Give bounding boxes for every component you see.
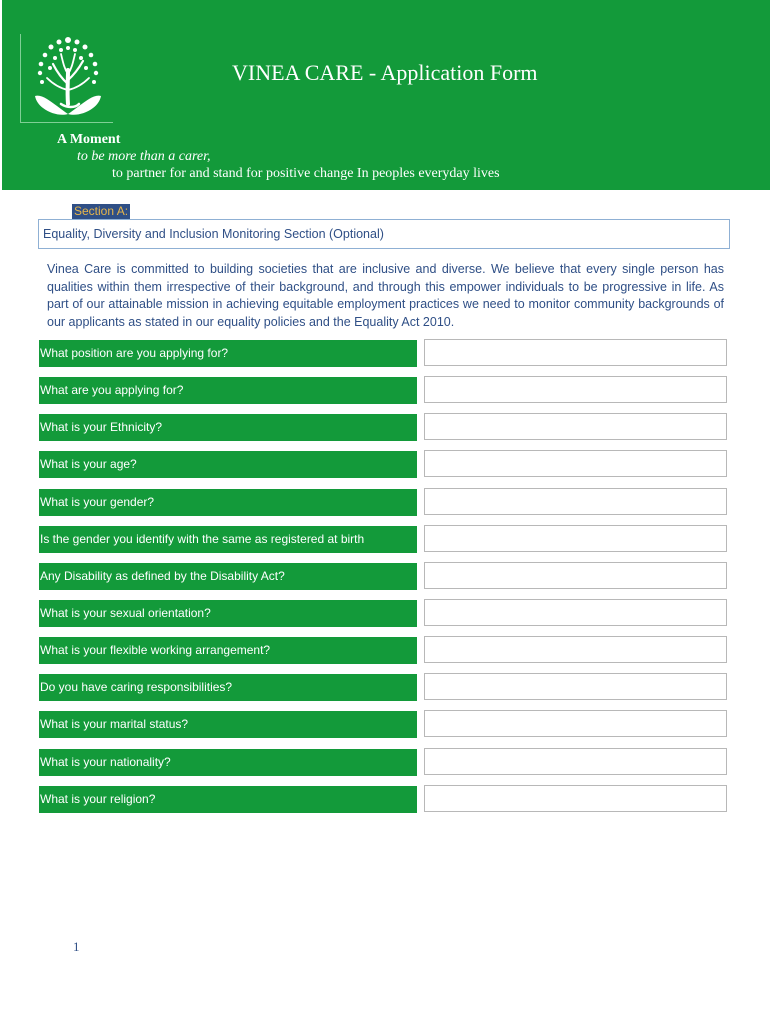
answer-field-disability[interactable] — [424, 562, 727, 589]
question-label: Any Disability as defined by the Disability Act? — [39, 563, 417, 590]
answer-field-age[interactable] — [424, 450, 727, 477]
page-number: 1 — [73, 939, 80, 954]
answer-field-gender-at-birth[interactable] — [424, 525, 727, 552]
question-label: What is your religion? — [39, 786, 417, 813]
question-label: What is your gender? — [39, 489, 417, 516]
answer-field-marital-status[interactable] — [424, 710, 727, 737]
tagline-line-1: to be more than a carer, — [77, 149, 211, 164]
question-label: What is your age? — [39, 451, 417, 478]
question-label: What is your nationality? — [39, 749, 417, 776]
question-label: What is your Ethnicity? — [39, 414, 417, 441]
answer-field-sexual-orientation[interactable] — [424, 599, 727, 626]
intro-paragraph: Vinea Care is committed to building societies that are inclusive and diverse. We believe that every single person has qualities within them irrespective of their background, and through this empower individuals to be progressive in life. As part of our attainable mission in achieving equitable employment practices we need to monitor community backgrounds of our applicants as stated in our equality policies and the Equality Act 2010. — [47, 262, 724, 329]
answer-field-position[interactable] — [424, 339, 727, 366]
question-label: What are you applying for? — [39, 377, 417, 404]
question-label: What position are you applying for? — [39, 340, 417, 367]
answer-field-religion[interactable] — [424, 785, 727, 812]
question-label: Do you have caring responsibilities? — [39, 674, 417, 701]
logo-frame — [20, 34, 113, 123]
answer-field-gender[interactable] — [424, 488, 727, 515]
question-label: What is your flexible working arrangement? — [39, 637, 417, 664]
question-label: What is your marital status? — [39, 711, 417, 738]
tree-hands-logo-icon — [31, 34, 105, 120]
answer-field-nationality[interactable] — [424, 748, 727, 775]
form-title: VINEA CARE - Application Form — [232, 60, 538, 85]
tagline-heading: A Moment — [57, 132, 121, 147]
question-label: What is your sexual orientation? — [39, 600, 417, 627]
tagline-line-2: to partner for and stand for positive change In peoples everyday lives — [112, 166, 500, 181]
answer-field-flexible-working[interactable] — [424, 636, 727, 663]
section-label: Section A: — [74, 204, 129, 218]
answer-field-applying-for[interactable] — [424, 376, 727, 403]
question-label: Is the gender you identify with the same as registered at birth — [39, 526, 417, 553]
section-heading: Equality, Diversity and Inclusion Monitoring Section (Optional) — [38, 219, 730, 249]
header-banner — [2, 0, 770, 190]
answer-field-caring[interactable] — [424, 673, 727, 700]
answer-field-ethnicity[interactable] — [424, 413, 727, 440]
